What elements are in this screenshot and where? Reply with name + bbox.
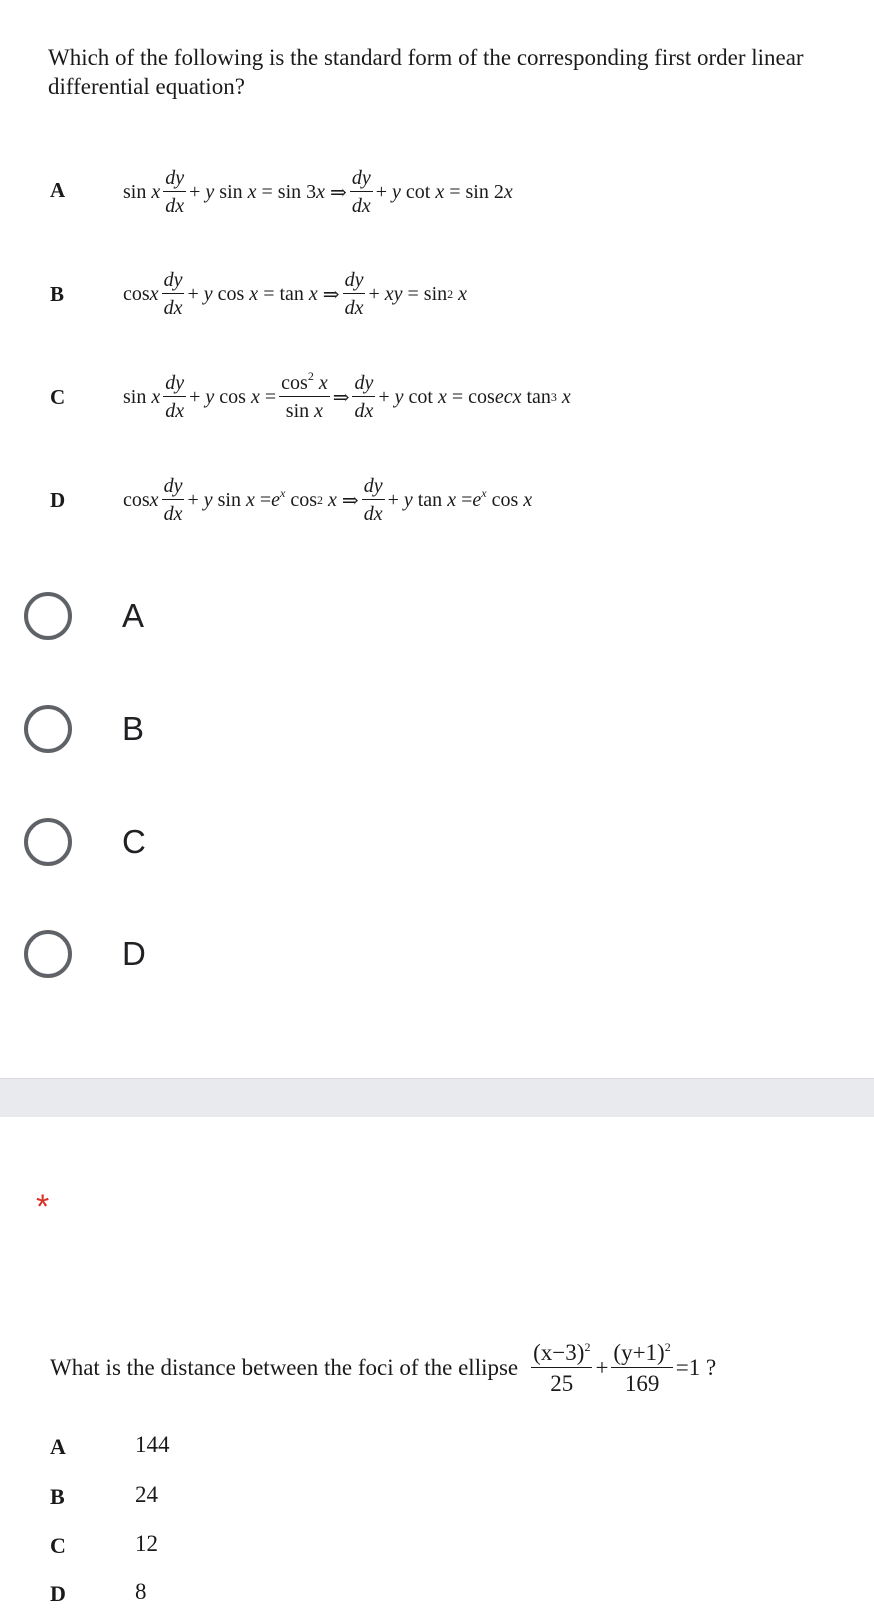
equation-tail: =1 ? (675, 1355, 717, 1380)
required-asterisk: * (36, 1188, 50, 1226)
option-b-letter: B (50, 282, 65, 306)
answer-b-letter: B (50, 1484, 65, 1509)
radio-option-b[interactable] (24, 705, 144, 753)
section-divider (0, 1078, 874, 1117)
radio-label: D (122, 935, 146, 972)
answer-d-value: 8 (135, 1579, 147, 1604)
ellipse-term-x: $\frac{(x-3)^2}{25}$ (533, 1340, 591, 1396)
radio-label: A (122, 597, 145, 634)
question-1-text: Which of the following is the standard form of the corresponding first order linear differential equation? (48, 45, 804, 99)
answer-c-letter: C (50, 1533, 66, 1558)
ellipse-term-y: $\frac{(y+1)^2}{169}$ (613, 1340, 671, 1396)
radio-label: C (122, 823, 146, 860)
option-d-letter: D (50, 488, 66, 512)
answer-d-letter: D (50, 1581, 66, 1606)
radio-circle[interactable] (24, 930, 72, 978)
question-2-prompt: What is the distance between the foci of the ellipse (50, 1355, 519, 1380)
answer-c-value: 12 (135, 1531, 158, 1556)
radio-label: B (122, 710, 145, 747)
option-c-letter: C (50, 385, 66, 409)
radio-option-d[interactable] (24, 930, 146, 978)
radio-circle[interactable] (24, 818, 72, 866)
radio-circle[interactable] (24, 592, 72, 640)
answer-a-value: 144 (135, 1432, 170, 1457)
radio-option-a[interactable] (24, 592, 144, 640)
option-a-letter: A (50, 178, 66, 202)
question-2-text: What is the distance between the foci of the ellipse $\frac{(x-3)^2}{25}$ + $\frac{(y+1)^2}{169}$ =1 ? (50, 1340, 717, 1396)
option-a-equation: sin x $\frac{dy}{dx}$ + y sin x = sin 3 x ⇒ $\frac{dy}{dx}$ + y cot x = sin 2 x (123, 167, 513, 217)
option-b-equation: cos x $\frac{dy}{dx}$ + y cos x = tan x ⇒ $\frac{dy}{dx}$ + xy = sin 2 x (123, 269, 468, 319)
radio-circle[interactable] (24, 705, 72, 753)
radio-option-c[interactable] (24, 818, 146, 866)
option-c-equation: sin x $\frac{dy}{dx}$ + y cos x = $\frac{\cos^2 x}{\text{sin x}}$ ⇒ $\frac{dy}{dx}$ + y cot x = cos ecx tan 3 x (123, 369, 571, 422)
answer-b-value: 24 (135, 1482, 158, 1507)
option-d-equation: cos x $\frac{dy}{dx}$ + y sin x = $e^x$ cos 2 x ⇒ $\frac{dy}{dx}$ + y tan x = $e^x$ cos x (123, 475, 533, 525)
answer-a-letter: A (50, 1434, 66, 1459)
